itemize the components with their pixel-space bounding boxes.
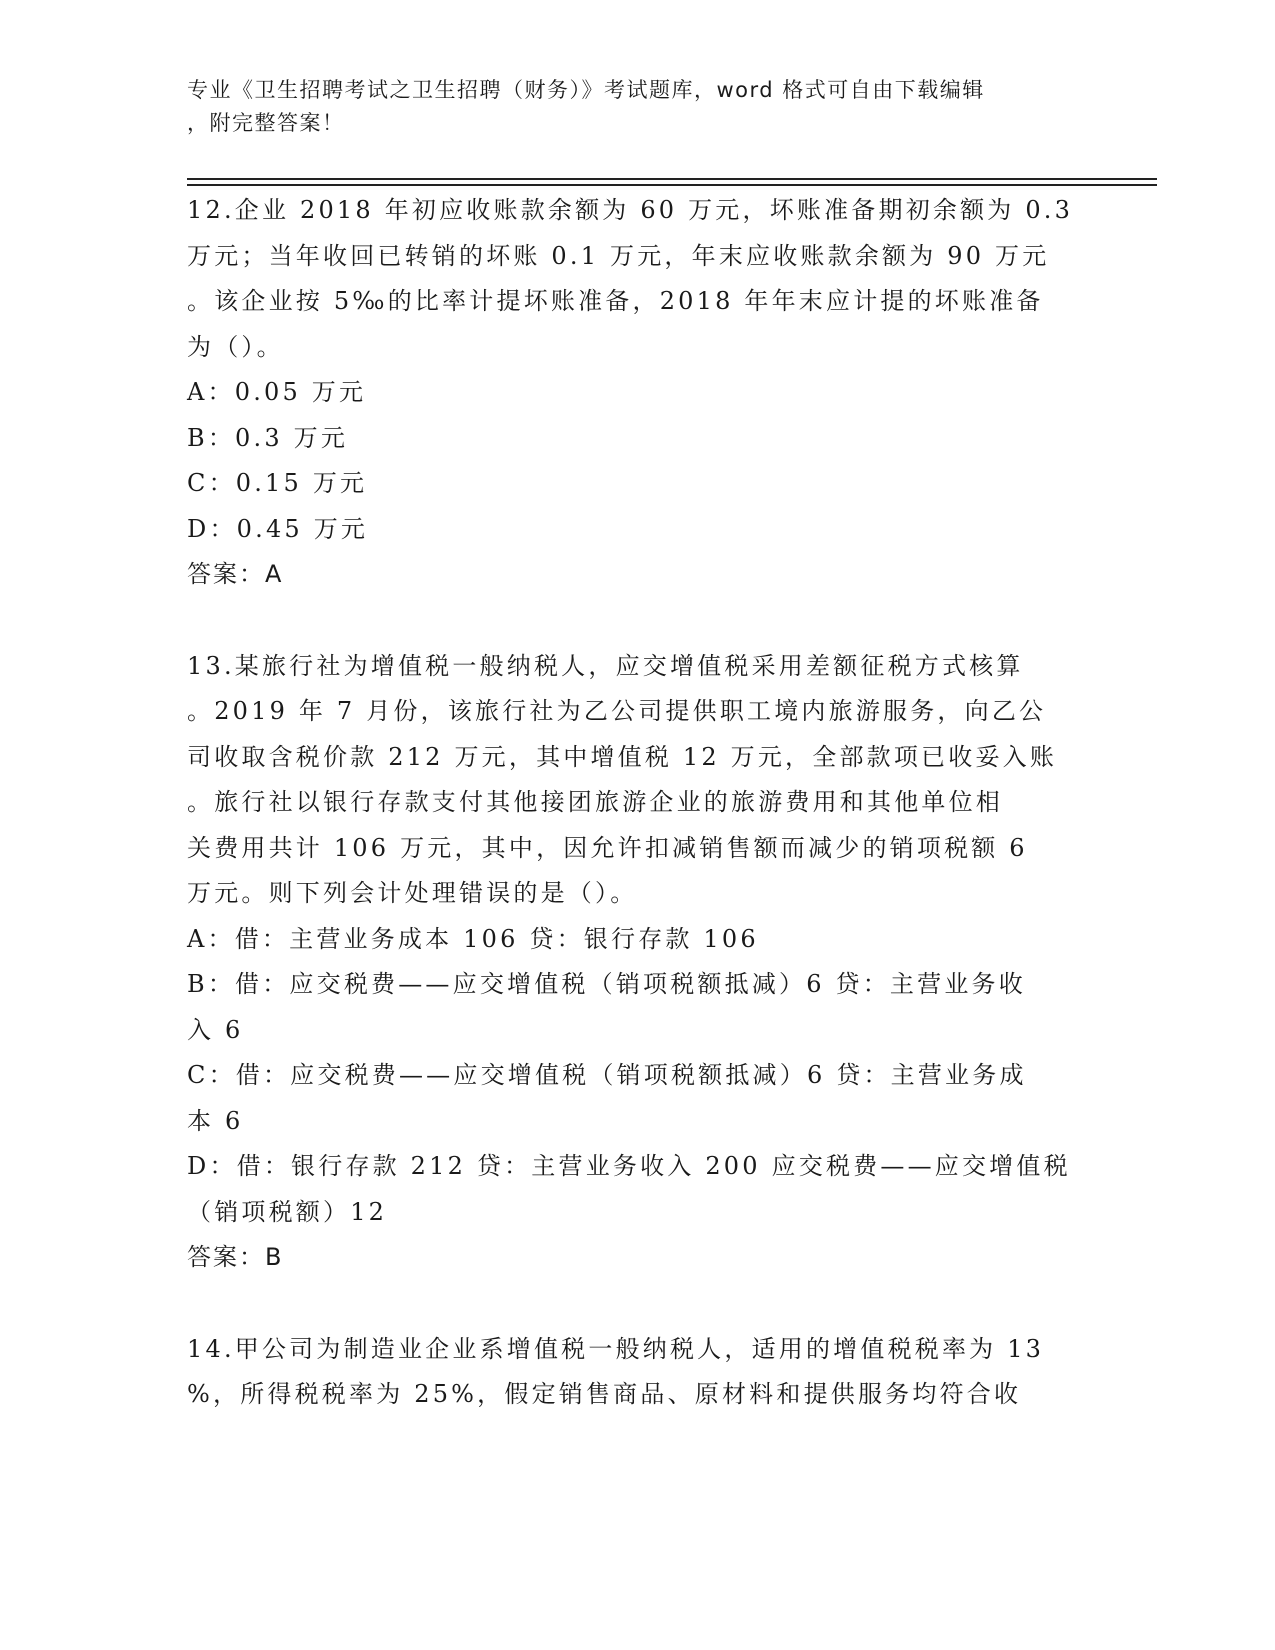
question-14: [187, 1327, 1087, 1418]
question-text-line: 13.某旅行社为增值税一般纳税人，应交增值税采用差额征税方式核算: [187, 651, 1024, 680]
document-header: [187, 74, 1087, 140]
option-b: B：借：应交税费——应交增值税（销项税额抵减）6 贷：主营业务收: [187, 970, 1026, 998]
option-c-continued: 本 6: [187, 1106, 244, 1135]
question-13: [187, 644, 1087, 1281]
answer-label: 答案：B: [187, 1243, 284, 1271]
option-c: C：借：应交税费——应交增值税（销项税额抵减）6 贷：主营业务成: [187, 1061, 1027, 1089]
header-divider-top: [187, 178, 1157, 180]
question-text-line: 。旅行社以银行存款支付其他接团旅游企业的旅游费用和其他单位相: [187, 788, 1003, 816]
header-line-2: ，附完整答案！: [187, 111, 345, 135]
option-b: B：0.3 万元: [187, 423, 349, 452]
question-text-line: %，所得税税率为 25%，假定销售商品、原材料和提供服务均符合收: [187, 1380, 1022, 1408]
answer-label: 答案：A: [187, 560, 284, 588]
option-d: D：0.45 万元: [187, 514, 369, 543]
question-text-line: 司收取含税价款 212 万元，其中增值税 12 万元，全部款项已收妥入账: [187, 742, 1058, 771]
question-list: [187, 188, 1087, 1418]
question-text-line: 为（）。: [187, 332, 284, 361]
question-text-line: 。2019 年 7 月份，该旅行社为乙公司提供职工境内旅游服务，向乙公: [187, 697, 1047, 725]
option-c: C：0.15 万元: [187, 469, 368, 497]
question-12: [187, 188, 1087, 598]
question-text-line: 14.甲公司为制造业企业系增值税一般纳税人，适用的增值税税率为 13: [187, 1334, 1045, 1363]
question-text-line: 万元；当年收回已转销的坏账 0.1 万元，年末应收账款余额为 90 万元: [187, 241, 1050, 270]
question-spacer: [187, 1281, 1087, 1327]
question-spacer: [187, 598, 1087, 644]
header-line-1: 专业《卫生招聘考试之卫生招聘（财务）》考试题库，word 格式可自由下载编辑: [187, 78, 985, 102]
option-b-continued: 入 6: [187, 1015, 244, 1044]
option-a: A：0.05 万元: [187, 378, 367, 406]
option-d-continued: （销项税额）12: [187, 1197, 388, 1226]
question-text-line: 万元。则下列会计处理错误的是（）。: [187, 879, 638, 907]
question-text-line: 。该企业按 5‰的比率计提坏账准备，2018 年年末应计提的坏账准备: [187, 287, 1044, 315]
question-text-line: 关费用共计 106 万元，其中，因允许扣减销售额而减少的销项税额 6: [187, 833, 1028, 862]
option-d: D：借：银行存款 212 贷：主营业务收入 200 应交税费——应交增值税: [187, 1152, 1071, 1180]
option-a: A：借：主营业务成本 106 贷：银行存款 106: [187, 924, 759, 953]
question-text-line: 12.企业 2018 年初应收账款余额为 60 万元，坏账准备期初余额为 0.3: [187, 196, 1074, 224]
header-divider-bottom: [187, 184, 1157, 186]
